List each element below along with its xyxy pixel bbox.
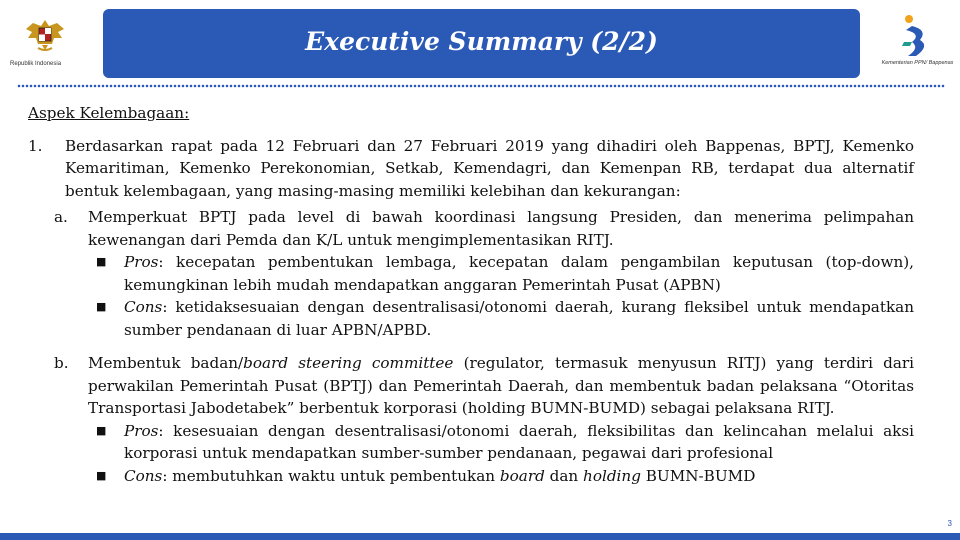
cons-italic-holding: holding [583, 466, 641, 485]
cons-label: Cons [124, 466, 163, 485]
footer-bar [0, 533, 960, 540]
list-item-1 [28, 135, 914, 203]
cons-bullet [88, 465, 914, 488]
pros-text: : kesesuaian dengan desentralisasi/otonomi daerah, fleksibilitas dan kelincahan melalui aksi korporasi untuk mendapatkan sumber-sumber pendanaan, pegawai dari profesional [124, 421, 914, 462]
cons-bullet [88, 296, 914, 341]
cons-text-and: dan [544, 466, 584, 485]
cons-label: Cons [124, 298, 163, 316]
pros-label: Pros [124, 421, 159, 440]
page-title: Executive Summary (2/2) [305, 27, 658, 56]
cons-text: : membutuhkan waktu untuk pembentukan [162, 466, 500, 485]
sub-item-text: Membentuk badan/ [88, 354, 244, 372]
ministry-label: Kementerian PPN/ Bappenas [881, 60, 954, 66]
republic-label: Republik Indonesia [10, 61, 62, 67]
dotted-divider [17, 84, 945, 88]
cons-italic-board: board [499, 466, 545, 485]
square-bullet-icon: ■ [96, 255, 107, 268]
sub-item-marker: b. [54, 354, 69, 372]
square-bullet-icon: ■ [96, 468, 107, 482]
bappenas-logo-icon [898, 12, 934, 60]
cons-text: : ketidaksesuaian dengan desentralisasi/otonomi daerah, kurang fleksibel untuk mendapatkan sumber pendanaan di luar APBN/APBD. [124, 298, 914, 339]
pros-bullet [88, 251, 914, 296]
header-title-box [103, 9, 860, 78]
section-title: Aspek Kelembagaan: [28, 104, 190, 122]
sub-item-marker: a. [54, 208, 68, 226]
page-number: 3 [947, 519, 952, 528]
cons-text-end: BUMN-BUMD [640, 466, 756, 485]
sub-item-italic: board steering committee [243, 354, 454, 372]
sub-item-text-cont: (regulator, termasuk menyusun RITJ) yang terdiri dari perwakilan Pemerintah Pusat (BPTJ) dan Pemerintah Daerah, dan membentuk badan pelaksana “Otoritas Transportasi Jabodetabek” berbentuk korporasi (holding BUMN-BUMD) sebagai pelaksana RITJ. [88, 354, 914, 417]
sub-item-b [54, 352, 914, 487]
item-text: Berdasarkan rapat pada 12 Februari dan 27 Februari 2019 yang dihadiri oleh Bappenas, BPTJ, Kemenko Kemaritiman, Kemenko Perekonomian, Setkab, Kemendagri, dan Kemenpan RB, terdapat dua alternatif bentuk kelembagaan, yang masing-masing memiliki kelebihan dan kekurangan: [65, 136, 914, 200]
pros-text: : kecepatan pembentukan lembaga, kecepatan dalam pengambilan keputusan (top-down), kemungkinan lebih mudah mendapatkan anggaran Pemerintah Pusat (APBN) [124, 253, 914, 294]
square-bullet-icon: ■ [96, 423, 107, 437]
sub-item-text: Memperkuat BPTJ pada level di bawah koordinasi langsung Presiden, dan menerima pelimpahan kewenangan dari Pemda dan K/L untuk mengimplementasikan RITJ. [88, 208, 914, 249]
pros-label: Pros [124, 253, 159, 271]
garuda-emblem-icon [22, 14, 68, 60]
item-number: 1. [28, 136, 43, 155]
pros-bullet [88, 420, 914, 465]
content-body [28, 102, 914, 487]
square-bullet-icon: ■ [96, 300, 107, 313]
sub-item-a [54, 206, 914, 341]
